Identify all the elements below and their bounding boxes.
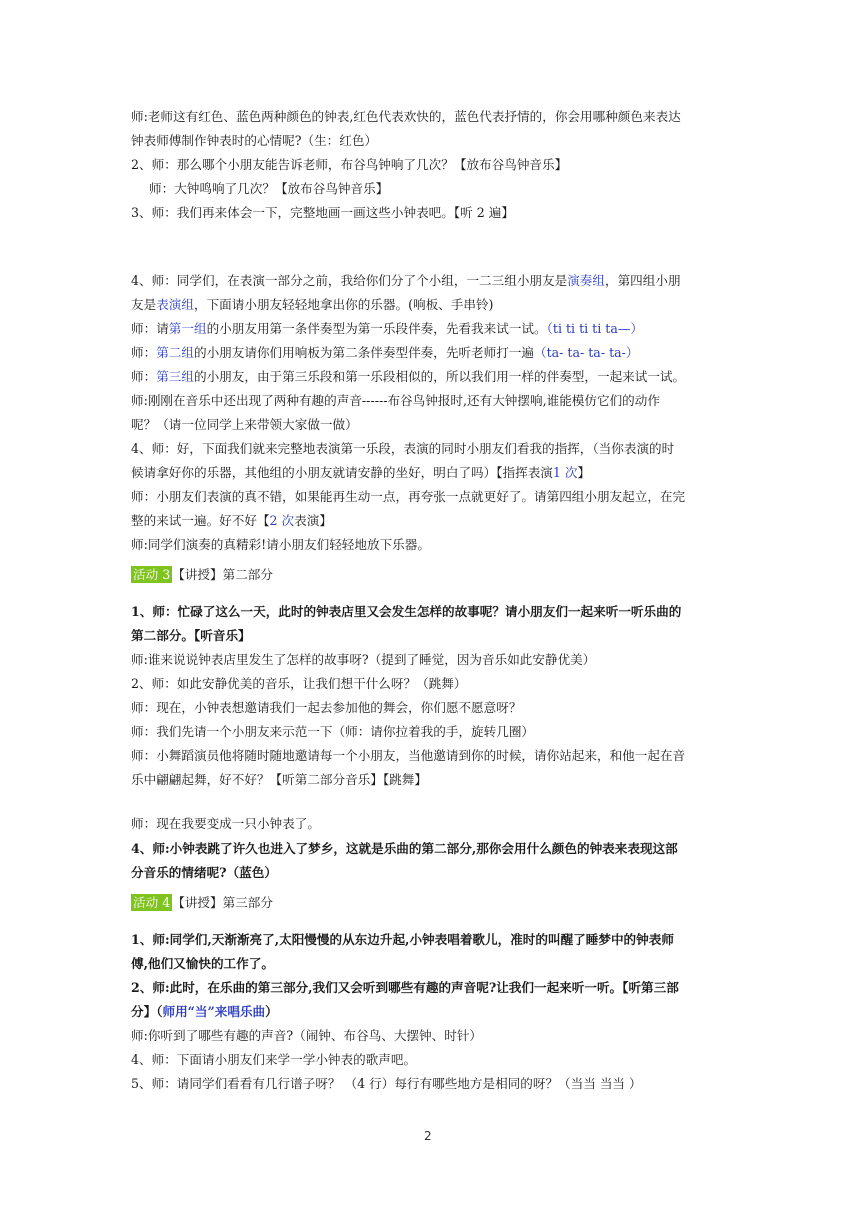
- text-run: 的小朋友请你们用响板为第二条伴奏型伴奏，先听老师打一遍: [193, 345, 534, 360]
- section-title: 【讲授】第二部分: [172, 567, 273, 582]
- text-run: 4、师：同学们，在表演一部分之前，我给你们分了个小组，一二三组小朋友是: [131, 273, 568, 288]
- paragraph-line: [131, 342, 639, 364]
- activity-tag: 活动 3: [133, 567, 171, 582]
- paragraph-line: [131, 510, 332, 532]
- section-heading: [131, 564, 273, 586]
- paragraph-line: 呢？（请一位同学上来带领大家做一做）: [131, 417, 358, 432]
- paragraph-line: 师：现在，小钟表想邀请我们一起去参加他的舞会，你们愿不愿意呀？: [131, 700, 522, 715]
- paragraph-line: 4、师：下面请小朋友们来学一学小钟表的歌声吧。: [131, 1052, 417, 1067]
- highlight-text: 演奏组: [567, 273, 605, 288]
- paragraph-line: [131, 1001, 278, 1023]
- paragraph-line: 2、师：那么哪个小朋友能告诉老师，布谷鸟钟响了几次？【放布谷鸟钟音乐】: [131, 157, 568, 172]
- text-run: ，下面请小朋友轻轻地拿出你的乐器。(响板、手串铃): [193, 297, 494, 312]
- paragraph-line: 师：我们先请一个小朋友来示范一下（师：请你拉着我的手，旋转几圈）: [131, 724, 534, 739]
- paragraph-line: 傅,他们又愉快的工作了。: [131, 956, 274, 971]
- paragraph-line: 1、师:同学们,天渐渐亮了,太阳慢慢的从东边升起,小钟表唱着歌儿，准时的叫醒了睡梦中的钟表师: [131, 932, 674, 947]
- paragraph-line: 4、师：好，下面我们就来完整地表演第一乐段，表演的同时小朋友们看我的指挥，（当你表演的时: [131, 441, 675, 456]
- text-run: 候请拿好你的乐器，其他组的小朋友就请安静的坐好，明白了吗）【指挥表演: [131, 465, 553, 480]
- section-title: 【讲授】第三部分: [172, 895, 273, 910]
- highlight-text: 1 次: [552, 465, 578, 480]
- paragraph-line: 1、师：忙碌了这么一天，此时的钟表店里又会发生怎样的故事呢？请小朋友们一起来听一听乐曲的: [131, 604, 682, 619]
- text-run: 的小朋友，由于第三乐段和第一乐段相似的，所以我们用一样的伴奏型，一起来试一试。: [193, 369, 686, 384]
- paragraph-line: 5、师：请同学们看看有几行谱子呀？ （4 行）每行有哪些地方是相同的呀？（当当 当当 ）: [131, 1076, 642, 1091]
- rhythm-pattern: （ta- ta- ta- ta-）: [534, 345, 639, 360]
- text-run: 师：: [131, 345, 157, 360]
- text-run: 师：请: [131, 321, 169, 336]
- paragraph-line: 师：小朋友们表演的真不错，如果能再生动一点，再夸张一点就更好了。请第四组小朋友起立，在完: [131, 489, 686, 504]
- rhythm-pattern: （ti ti ti ti ta—）: [546, 321, 644, 336]
- highlight-text: 第一组: [168, 321, 207, 336]
- activity-tag: 活动 4: [133, 895, 171, 910]
- highlight-text: 第二组: [156, 345, 194, 360]
- paragraph-line: 师:刚刚在音乐中还出现了两种有趣的声音------布谷鸟钟报时,还有大钟摆响,谁能模仿它们的动作: [131, 393, 660, 408]
- text-run: 】: [577, 465, 591, 480]
- paragraph-line: [131, 270, 681, 292]
- paragraph-line: 师：小舞蹈演员他将随时随地邀请每一个小朋友，当他邀请到你的时候，请你站起来，和他一起在音: [131, 748, 686, 763]
- paragraph-line: 师:你听到了哪些有趣的声音?（闹钟、布谷鸟、大摆钟、时针）: [131, 1028, 483, 1043]
- text-run: 分】（: [131, 1004, 163, 1019]
- paragraph-line: [131, 294, 493, 316]
- text-run: ）: [265, 1004, 278, 1019]
- paragraph-line: 3、师：我们再来体会一下，完整地画一画这些小钟表吧。【听 2 遍】: [131, 205, 514, 220]
- section-heading: [131, 892, 273, 914]
- paragraph-line: 乐中翩翩起舞，好不好？【听第二部分音乐】【跳舞】: [131, 772, 427, 787]
- paragraph-line: 师:同学们演奏的真精彩!请小朋友们轻轻地放下乐器。: [131, 537, 430, 552]
- paragraph-line: 师:老师这有红色、蓝色两种颜色的钟表,红色代表欢快的，蓝色代表抒情的，你会用哪种颜色来表达: [131, 109, 681, 124]
- paragraph-line: 分音乐的情绪呢?（蓝色）: [131, 865, 277, 880]
- paragraph-line: 师：现在我要变成一只小钟表了。: [131, 816, 320, 831]
- text-run: 表演】: [294, 513, 332, 528]
- paragraph-line: [131, 318, 643, 340]
- text-run: 师：: [131, 369, 157, 384]
- paragraph-line: 钟表师傅制作钟表时的心情呢?（生：红色）: [131, 133, 378, 148]
- paragraph-line: 师：大钟鸣响了几次？【放布谷鸟钟音乐】: [149, 181, 389, 196]
- paragraph-line: 4、师:小钟表跳了许久也进入了梦乡，这就是乐曲的第二部分,那你会用什么颜色的钟表来表现这部: [131, 841, 678, 856]
- paragraph-line: 2、师:此时，在乐曲的第三部分,我们又会听到哪些有趣的声音呢?让我们一起来听一听。【听第三部: [131, 980, 679, 995]
- highlight-text: 师用“当”来唱乐曲: [162, 1004, 266, 1019]
- paragraph-line: [131, 462, 590, 484]
- highlight-text: 2 次: [269, 513, 295, 528]
- paragraph-line: 第二部分。【听音乐】: [131, 628, 251, 643]
- page-number: 2: [424, 1129, 432, 1143]
- highlight-text: 表演组: [156, 297, 194, 312]
- paragraph-line: 师:谁来说说钟表店里发生了怎样的故事呀?（提到了睡觉，因为音乐如此安静优美）: [131, 652, 596, 667]
- paragraph-line: 2、师：如此安静优美的音乐，让我们想干什么呀？（跳舞）: [131, 676, 467, 691]
- highlight-text: 第三组: [156, 369, 194, 384]
- text-run: 整的来试一遍。好不好【: [131, 513, 270, 528]
- text-run: 友是: [131, 297, 157, 312]
- text-run: 的小朋友用第一条伴奏型为第一乐段伴奏，先看我来试一试。: [206, 321, 547, 336]
- paragraph-line: [131, 366, 685, 388]
- text-run: ，第四组小朋: [604, 273, 681, 288]
